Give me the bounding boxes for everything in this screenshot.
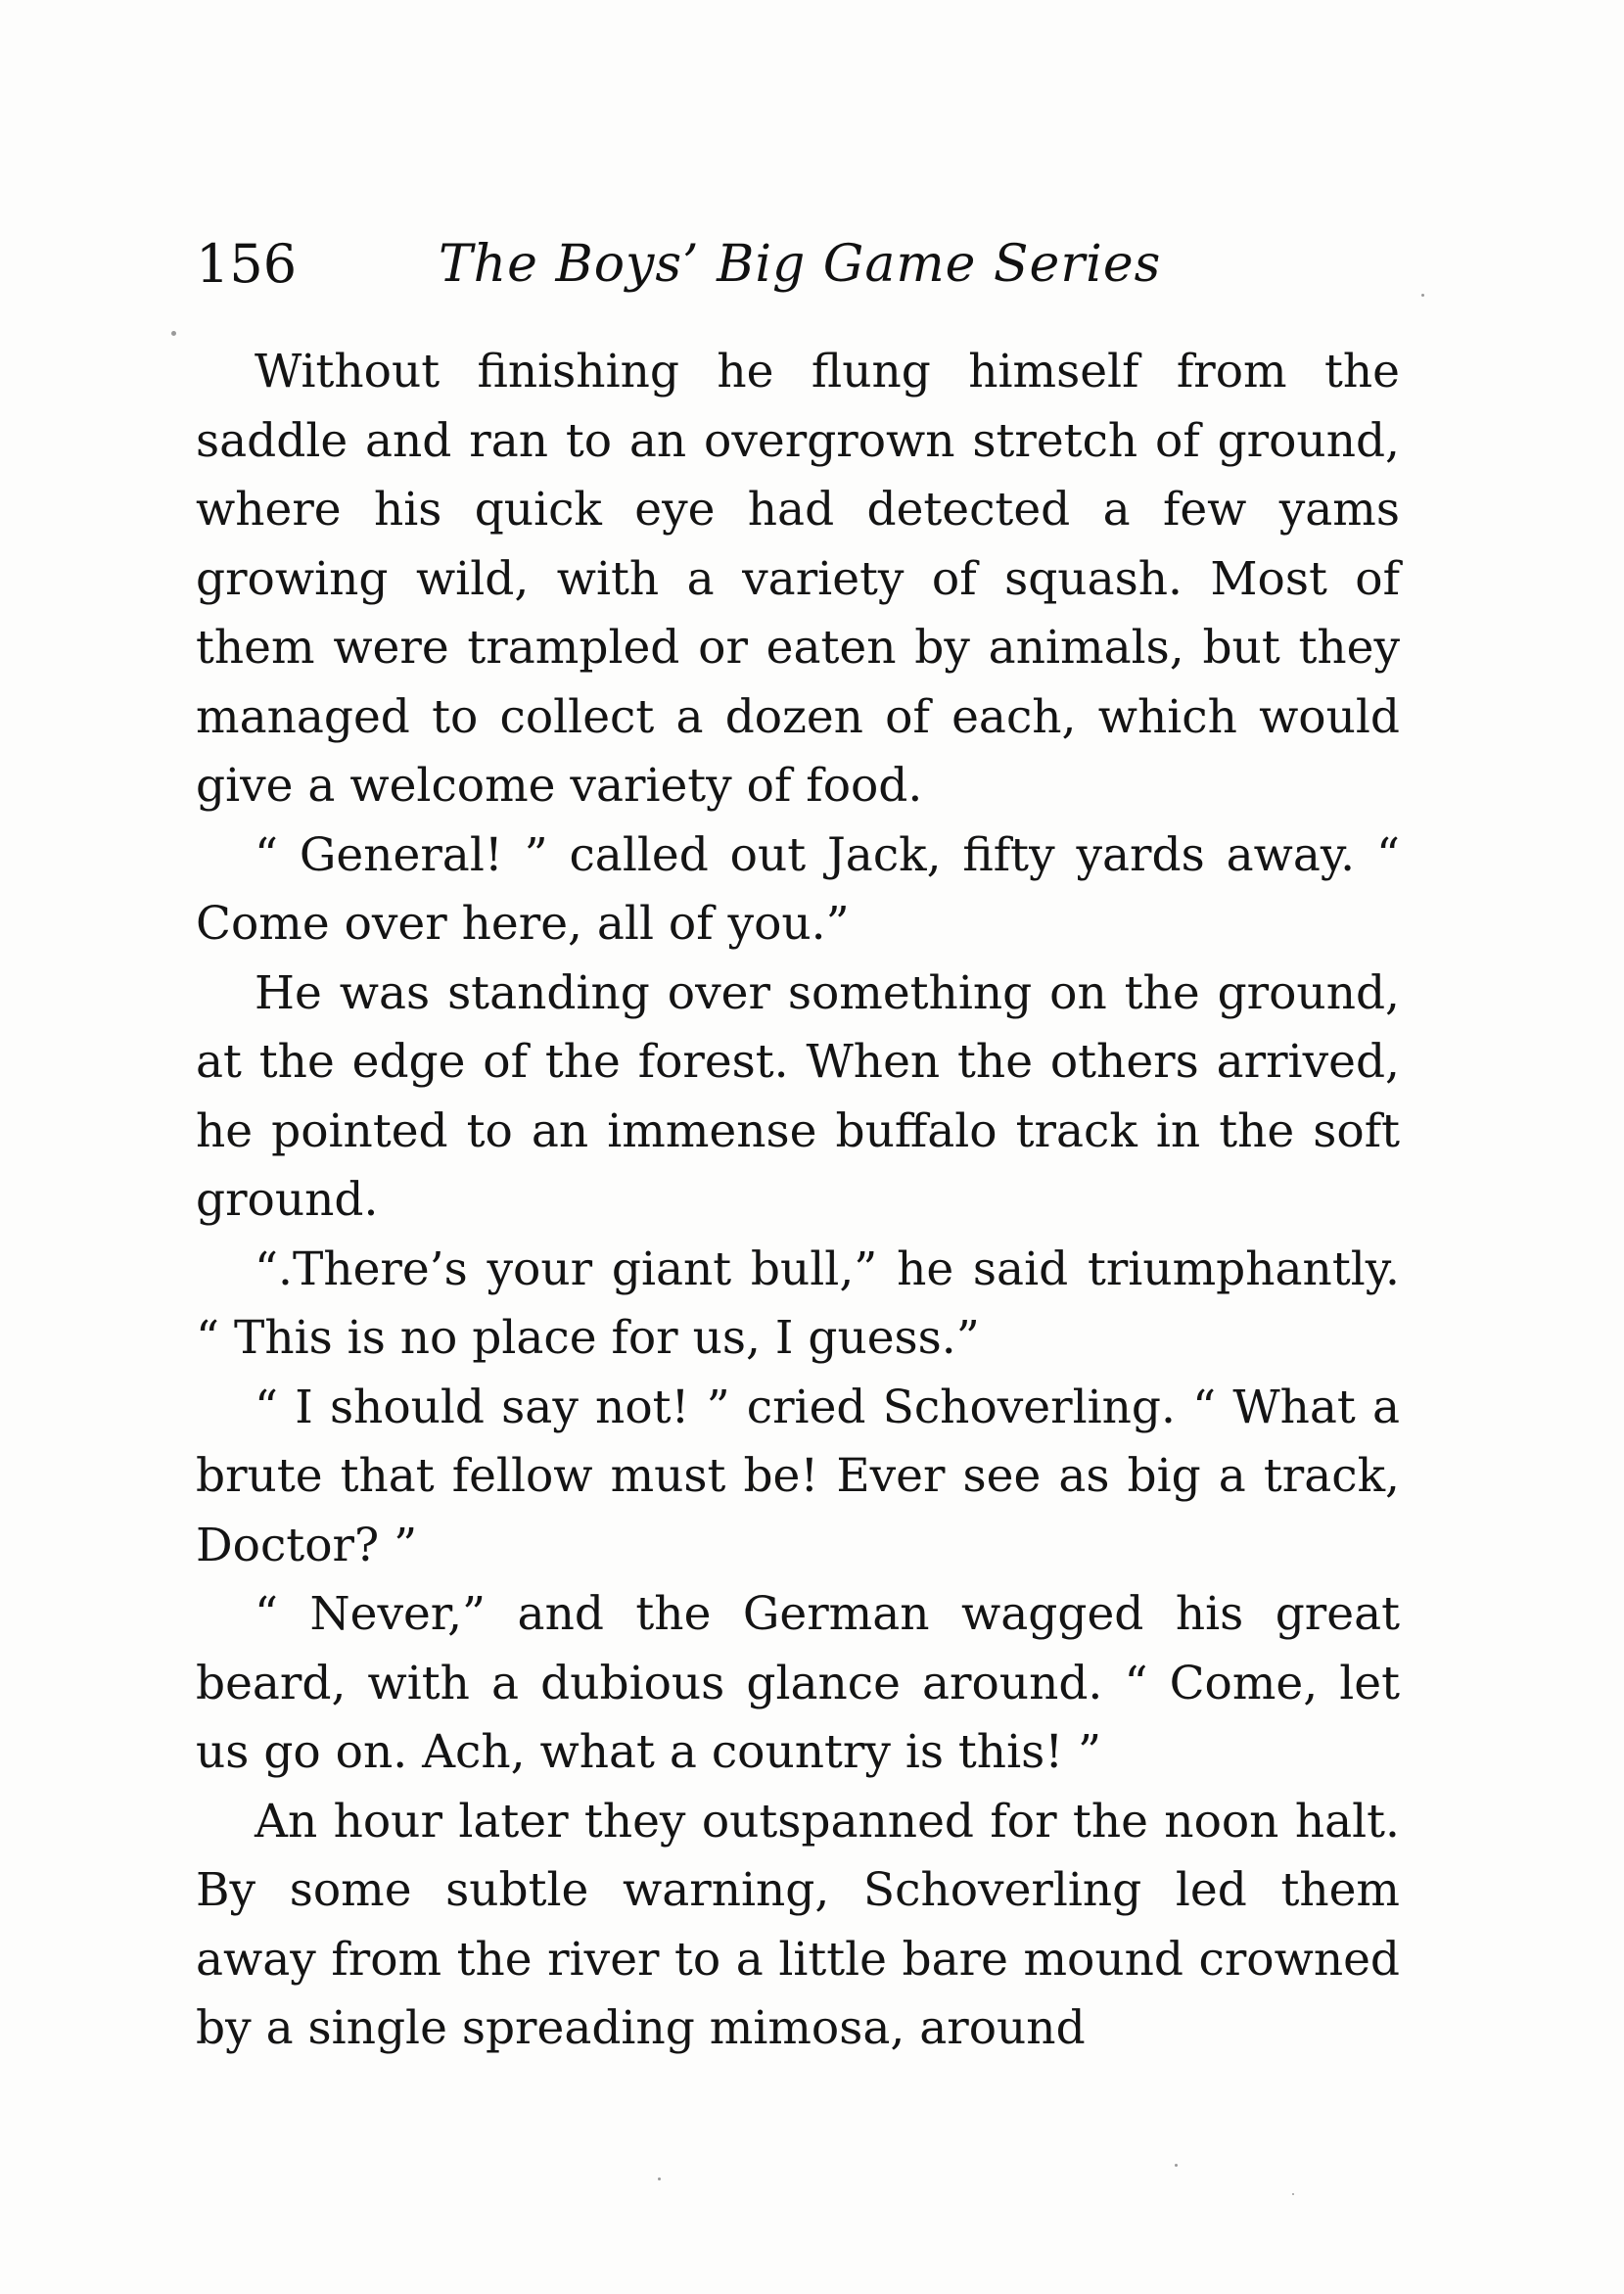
scan-speck [1421,294,1424,297]
paragraph: An hour later they outspanned for the noon halt. By some subtle warning, Schoverling led them away from the river to a little bare mound crowned by a single spreading mimosa, around [196,1794,1400,2055]
running-title: The Boys’ Big Game Series [439,235,1162,294]
paragraph: “ I should say not! ” cried Schoverling. “ What a brute that fellow must be! Ever see as big a track, Doctor? ” [196,1380,1400,1572]
scan-speck [658,2177,661,2180]
paragraph: “ General! ” called out Jack, fifty yards away. “ Come over here, all of you.” [196,827,1400,951]
page-header [196,225,1410,304]
scan-speck [1292,2193,1294,2195]
paragraph: Without finishing he flung himself from the saddle and ran to an overgrown stretch of ground, where his quick eye had detected a few yams growing wild, with a variety of squash. Most of them were trampled or eaten by animals, but they managed to collect a dozen of each, which would give a welcome variety of food. [196,345,1400,813]
paragraph: “.There’s your giant bull,” he said triumphantly. “ This is no place for us, I guess.” [196,1241,1400,1365]
scan-speck [1175,2164,1178,2167]
paragraph: He was standing over something on the ground, at the edge of the forest. When the others arrived, he pointed to an immense buffalo track in the soft ground. [196,965,1400,1227]
body-text [196,338,1400,2064]
scan-speck [171,331,176,336]
paragraph: “ Never,” and the German wagged his great beard, with a dubious glance around. “ Come, let us go on. Ach, what a country is this! ” [196,1587,1400,1779]
page-number: 156 [196,233,298,295]
